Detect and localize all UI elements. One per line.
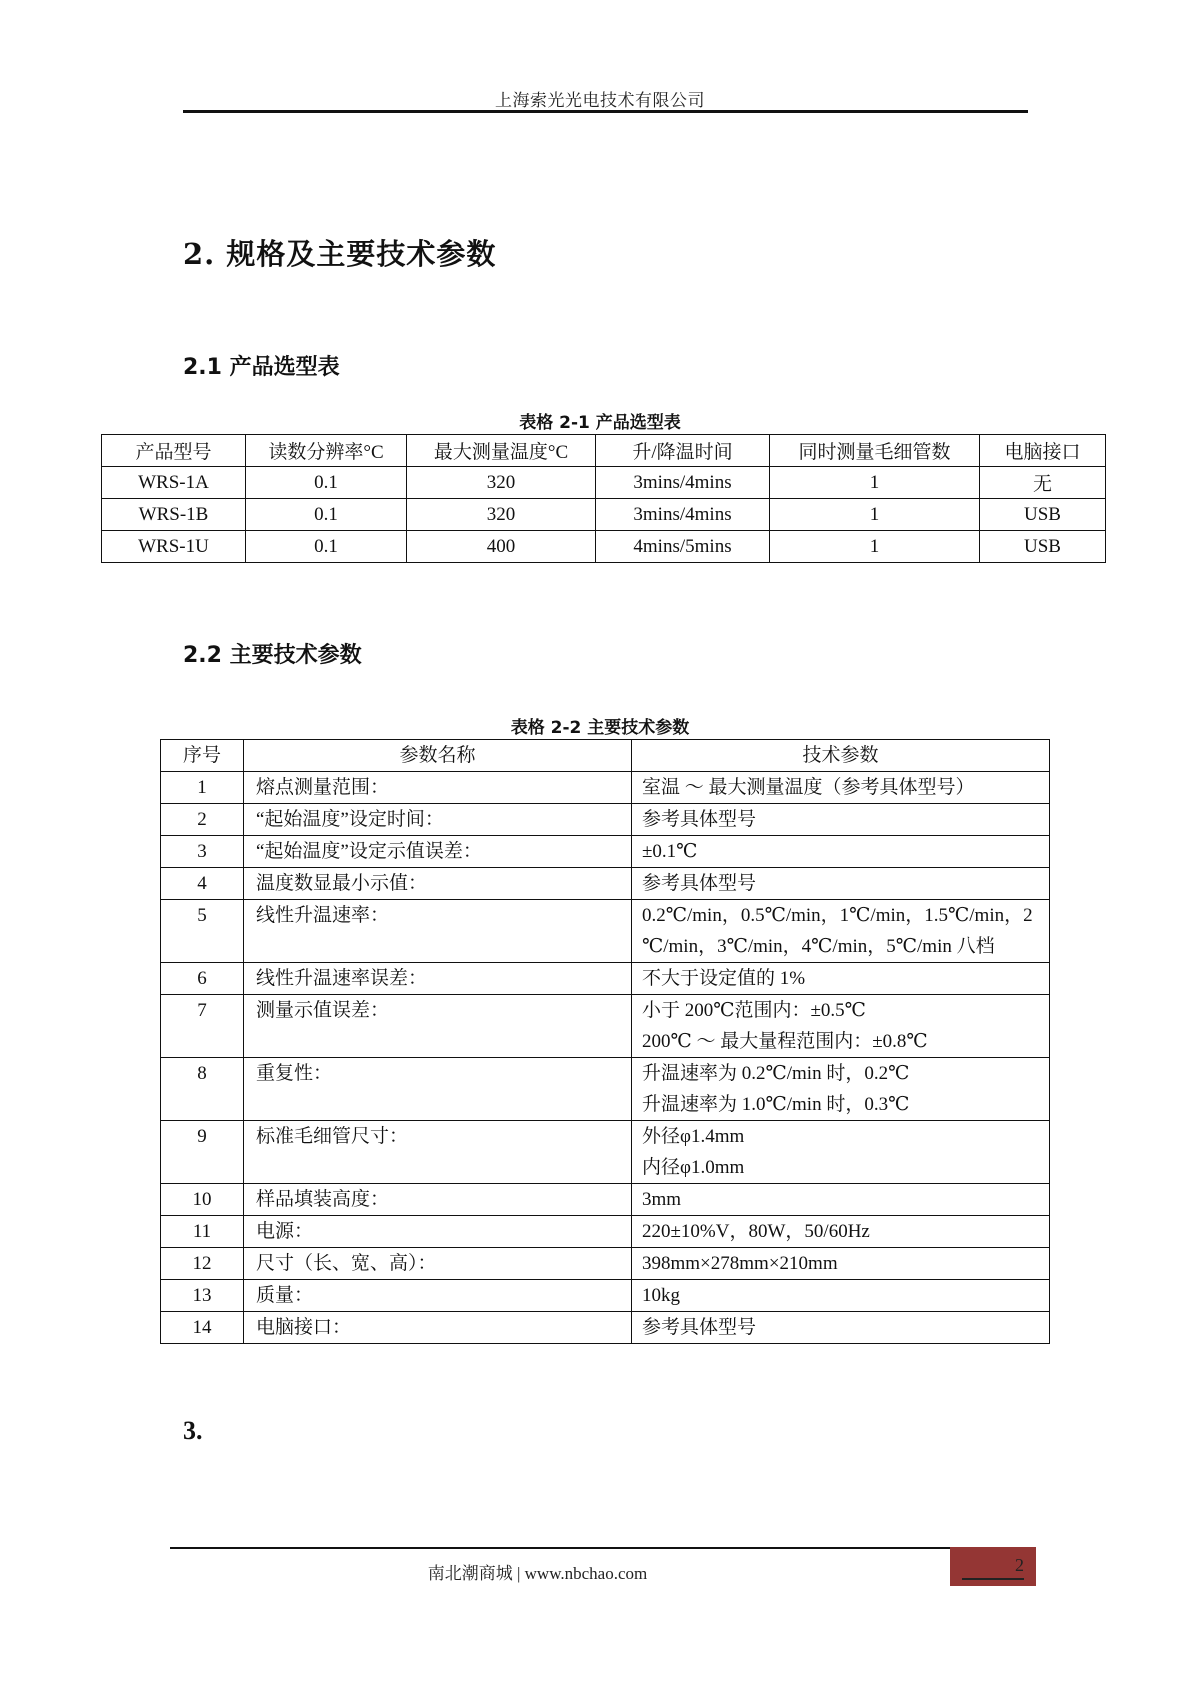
value-line: 室温 ～ 最大测量温度（参考具体型号） — [642, 777, 975, 798]
model-cell: WRS-1B — [102, 499, 246, 531]
page-number-box — [950, 1547, 1036, 1586]
row-number: 5 — [161, 900, 244, 963]
column-header: 产品型号 — [102, 435, 246, 467]
capillary-count-cell: 1 — [770, 531, 980, 563]
ramp-time-cell: 4mins/5mins — [596, 531, 770, 563]
table-row — [161, 868, 1050, 900]
table-2-2-caption: 表格 2-2 主要技术参数 — [510, 718, 690, 738]
value-line: 3mm — [642, 1189, 682, 1210]
value-line: ±0.1℃ — [642, 841, 698, 862]
column-header: 序号 — [161, 740, 244, 772]
pc-interface-cell: 无 — [980, 467, 1106, 499]
table-row — [161, 1280, 1050, 1312]
resolution-cell: 0.1 — [246, 499, 407, 531]
parameter-name: “起始温度”设定时间： — [244, 804, 632, 836]
table-row — [102, 467, 1106, 499]
table-row — [102, 531, 1106, 563]
table-row — [161, 963, 1050, 995]
max-temp-cell: 320 — [407, 499, 596, 531]
table-row — [161, 1216, 1050, 1248]
parameter-value — [632, 900, 1050, 963]
row-number: 8 — [161, 1058, 244, 1121]
section-2-1-heading: 2.1 产品选型表 — [183, 355, 340, 380]
footer-divider — [170, 1547, 950, 1549]
ramp-time-cell: 3mins/4mins — [596, 499, 770, 531]
parameter-value — [632, 836, 1050, 868]
parameter-value — [632, 995, 1050, 1058]
value-line: 0.2℃/min，0.5℃/min，1℃/min，1.5℃/min，2 — [642, 905, 1033, 926]
row-number: 7 — [161, 995, 244, 1058]
row-number: 2 — [161, 804, 244, 836]
parameter-name: 质量： — [244, 1280, 632, 1312]
page-header-company: 上海索光光电技术有限公司 — [495, 91, 705, 110]
column-header: 技术参数 — [632, 740, 1050, 772]
value-line: ℃/min，3℃/min，4℃/min，5℃/min 八档 — [642, 936, 995, 957]
column-header: 参数名称 — [244, 740, 632, 772]
header-divider — [183, 110, 1028, 113]
table-row — [161, 804, 1050, 836]
row-number: 12 — [161, 1248, 244, 1280]
table-row — [161, 1058, 1050, 1121]
value-line: 参考具体型号 — [642, 1317, 757, 1338]
column-header: 升/降温时间 — [596, 435, 770, 467]
row-number: 6 — [161, 963, 244, 995]
parameter-name: 重复性： — [244, 1058, 632, 1121]
max-temp-cell: 320 — [407, 467, 596, 499]
pc-interface-cell: USB — [980, 499, 1106, 531]
value-line: 参考具体型号 — [642, 873, 757, 894]
table-row — [161, 1121, 1050, 1184]
parameter-name: 熔点测量范围： — [244, 772, 632, 804]
value-line: 10kg — [642, 1285, 680, 1306]
parameter-name: 尺寸（长、宽、高）： — [244, 1248, 632, 1280]
column-header: 读数分辨率°C — [246, 435, 407, 467]
row-number: 11 — [161, 1216, 244, 1248]
parameter-value — [632, 1312, 1050, 1344]
column-header: 最大测量温度°C — [407, 435, 596, 467]
parameter-name: 标准毛细管尺寸： — [244, 1121, 632, 1184]
table-row — [161, 1312, 1050, 1344]
table-row — [161, 1184, 1050, 1216]
value-line: 200℃ ～ 最大量程范围内：±0.8℃ — [642, 1031, 928, 1052]
parameter-name: 线性升温速率误差： — [244, 963, 632, 995]
row-number: 3 — [161, 836, 244, 868]
parameter-value — [632, 1058, 1050, 1121]
page-number: 2 — [1015, 1555, 1024, 1575]
table-row — [161, 772, 1050, 804]
row-number: 9 — [161, 1121, 244, 1184]
section-2-heading: 2. 规格及主要技术参数 — [183, 237, 497, 271]
row-number: 10 — [161, 1184, 244, 1216]
value-line: 升温速率为 0.2℃/min 时，0.2℃ — [642, 1063, 910, 1084]
table-2-1-caption: 表格 2-1 产品选型表 — [519, 413, 681, 433]
ramp-time-cell: 3mins/4mins — [596, 467, 770, 499]
parameter-value — [632, 963, 1050, 995]
parameter-value — [632, 804, 1050, 836]
parameter-name: 温度数显最小示值： — [244, 868, 632, 900]
parameter-value — [632, 868, 1050, 900]
row-number: 4 — [161, 868, 244, 900]
row-number: 14 — [161, 1312, 244, 1344]
value-line: 小于 200℃范围内：±0.5℃ — [642, 1000, 866, 1021]
parameter-value — [632, 1248, 1050, 1280]
value-line: 升温速率为 1.0℃/min 时，0.3℃ — [642, 1094, 910, 1115]
section-2-2-heading: 2.2 主要技术参数 — [183, 643, 362, 668]
page-number-underline — [962, 1578, 1024, 1580]
parameter-name: 电源： — [244, 1216, 632, 1248]
model-cell: WRS-1U — [102, 531, 246, 563]
max-temp-cell: 400 — [407, 531, 596, 563]
column-header: 同时测量毛细管数 — [770, 435, 980, 467]
resolution-cell: 0.1 — [246, 467, 407, 499]
capillary-count-cell: 1 — [770, 499, 980, 531]
capillary-count-cell: 1 — [770, 467, 980, 499]
row-number: 1 — [161, 772, 244, 804]
section-3-heading: 3. — [183, 1416, 203, 1445]
product-selection-table — [101, 434, 1106, 563]
value-line: 参考具体型号 — [642, 809, 757, 830]
value-line: 不大于设定值的 1% — [642, 968, 806, 989]
table-header-row — [102, 435, 1106, 467]
footer-site-text: 南北潮商城 | www.nbchao.com — [427, 1564, 648, 1583]
parameter-value — [632, 1121, 1050, 1184]
value-line: 398mm×278mm×210mm — [642, 1253, 838, 1274]
value-line: 220±10%V，80W，50/60Hz — [642, 1221, 870, 1242]
parameter-value — [632, 1280, 1050, 1312]
technical-parameters-table — [160, 739, 1050, 1344]
parameter-name: 样品填装高度： — [244, 1184, 632, 1216]
model-cell: WRS-1A — [102, 467, 246, 499]
resolution-cell: 0.1 — [246, 531, 407, 563]
table-row — [102, 499, 1106, 531]
column-header: 电脑接口 — [980, 435, 1106, 467]
table-row — [161, 1248, 1050, 1280]
parameter-name: 线性升温速率： — [244, 900, 632, 963]
row-number: 13 — [161, 1280, 244, 1312]
pc-interface-cell: USB — [980, 531, 1106, 563]
table-row — [161, 900, 1050, 963]
value-line: 内径φ1.0mm — [642, 1157, 745, 1178]
table-row — [161, 995, 1050, 1058]
parameter-value — [632, 1184, 1050, 1216]
parameter-name: 电脑接口： — [244, 1312, 632, 1344]
parameter-value — [632, 772, 1050, 804]
parameter-name: “起始温度”设定示值误差： — [244, 836, 632, 868]
table-header-row — [161, 740, 1050, 772]
parameter-value — [632, 1216, 1050, 1248]
parameter-name: 测量示值误差： — [244, 995, 632, 1058]
table-row — [161, 836, 1050, 868]
value-line: 外径φ1.4mm — [642, 1126, 745, 1147]
